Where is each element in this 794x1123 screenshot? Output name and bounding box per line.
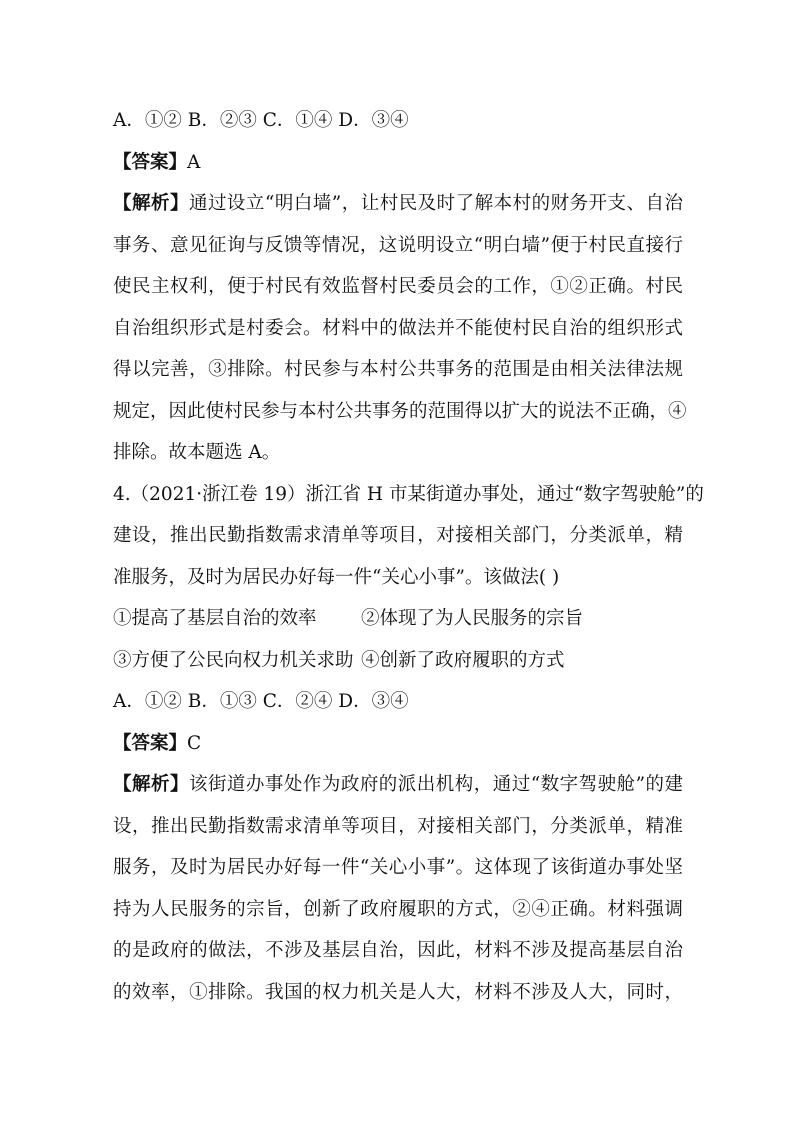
- analysis-line: 【解析】通过设立“明白墙”，让村民及时了解本村的财务开支、自治: [113, 193, 683, 214]
- option-3: ③方便了公民向权力机关求助: [113, 649, 354, 671]
- option-2: ②体现了为人民服务的宗旨: [361, 608, 584, 629]
- analysis-line: 服务，及时为居民办好每一件“关心小事”。这体现了该街道办事处坚: [113, 857, 683, 878]
- analysis-line: 持为人民服务的宗旨，创新了政府履职的方式，②④正确。材料强调: [113, 898, 683, 920]
- document-page: [113, 100, 704, 1013]
- analysis-line: 得以完善，③排除。村民参与本村公共事务的范围是由相关法律法规: [113, 359, 683, 380]
- analysis-tag: 【解析】: [113, 193, 189, 214]
- choices-line: A．①② B．①③ C．②④ D．③④: [113, 691, 409, 712]
- analysis-line: 的效率，①排除。我国的权力机关是人大，材料不涉及人大，同时，: [113, 981, 683, 1003]
- answer-tag: 【答案】: [113, 151, 188, 173]
- option-1: ①提高了基层自治的效率: [113, 608, 317, 629]
- question-stem-line: 准服务，及时为居民办好每一件“关心小事”。该做法( ): [113, 566, 560, 588]
- analysis-line: 事务、意见征询与反馈等情况，这说明设立“明白墙”便于村民直接行: [113, 234, 683, 256]
- analysis-tag: 【解析】: [113, 774, 189, 795]
- answer-line: [113, 723, 683, 765]
- answer-value: A: [187, 151, 201, 173]
- option-4: ④创新了政府履职的方式: [361, 649, 565, 671]
- analysis-line: 使民主权利，便于村民有效监督村民委员会的工作，①②正确。村民: [113, 276, 683, 297]
- question-stem-line: 建设，推出民勤指数需求清单等项目，对接相关部门，分类派单，精: [113, 525, 683, 546]
- options-row: [113, 640, 683, 682]
- analysis-line: 的是政府的做法，不涉及基层自治，因此，材料不涉及提高基层自治: [113, 940, 683, 961]
- options-row: [113, 598, 683, 640]
- analysis-line: 【解析】该街道办事处作为政府的派出机构，通过“数字驾驶舱”的建: [113, 774, 683, 795]
- analysis-line: 自治组织形式是村委会。材料中的做法并不能使村民自治的组织形式: [113, 317, 683, 339]
- question-stem-line: 4.（2021·浙江卷 19）浙江省 H 市某街道办事处，通过“数字驾驶舱”的: [113, 483, 704, 505]
- choices-line: A．①② B．②③ C．①④ D．③④: [113, 110, 409, 131]
- answer-value: C: [187, 732, 202, 754]
- answer-tag: 【答案】: [113, 732, 188, 754]
- analysis-line: 规定，因此使村民参与本村公共事务的范围得以扩大的说法不正确，④: [113, 400, 687, 422]
- analysis-line: 排除。故本题选 A。: [113, 442, 281, 463]
- analysis-line: 设，推出民勤指数需求清单等项目，对接相关部门，分类派单，精准: [113, 815, 683, 837]
- answer-line: [113, 142, 683, 184]
